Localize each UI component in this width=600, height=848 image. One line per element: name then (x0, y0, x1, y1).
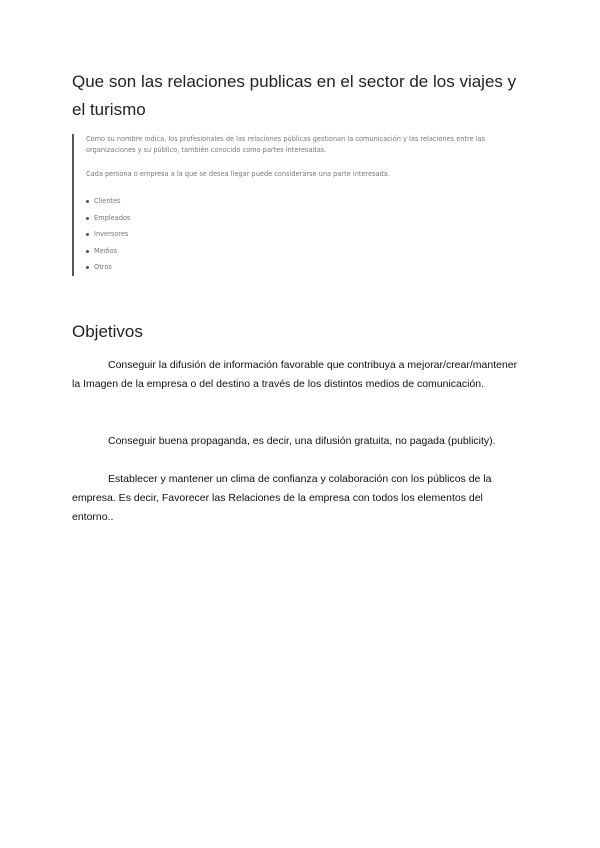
bullet-icon (86, 250, 89, 253)
list-item (86, 226, 536, 243)
bullet-icon (86, 200, 89, 203)
quote-paragraph: Cada persona o empresa a la que se desea llegar puede considerarse una parte interesada. (86, 170, 390, 178)
quote-paragraph: Como su nombre indica, los profesionales de las relaciones públicas gestionan la comunicación y las relaciones entre las organizaciones y su público, también conocido como partes interesadas. (86, 135, 486, 154)
list-item (86, 210, 536, 227)
page-title: Que son las relaciones publicas en el sector de los viajes y el turismo (72, 72, 517, 119)
list-item (86, 193, 536, 210)
objective-paragraph: Conseguir buena propaganda, es decir, una difusión gratuita, no pagada (publicity). (108, 435, 496, 447)
list-item-label: Inversores (94, 230, 129, 238)
list-item (86, 243, 536, 260)
stakeholder-list (86, 193, 536, 276)
list-item-label: Medios (94, 246, 118, 255)
list-item (86, 259, 536, 276)
section-heading: Objetivos (72, 322, 143, 341)
list-item-label: Clientes (94, 197, 121, 205)
objective-paragraph: Establecer y mantener un clima de confianza y colaboración con los públicos de la empresa. Es decir, Favorecer las Relaciones de la empresa con todos los elementos del entorno.. (72, 473, 492, 523)
objective-paragraph: Conseguir la difusión de información favorable que contribuya a mejorar/crear/mantener la Imagen de la empresa o del destino a través de los distintos medios de comunicación. (72, 359, 518, 390)
list-item-label: Empleados (94, 213, 131, 222)
blockquote (72, 134, 536, 276)
list-item-label: Otros (94, 263, 112, 271)
bullet-icon (86, 217, 89, 220)
bullet-icon (86, 233, 89, 236)
bullet-icon (86, 266, 89, 269)
